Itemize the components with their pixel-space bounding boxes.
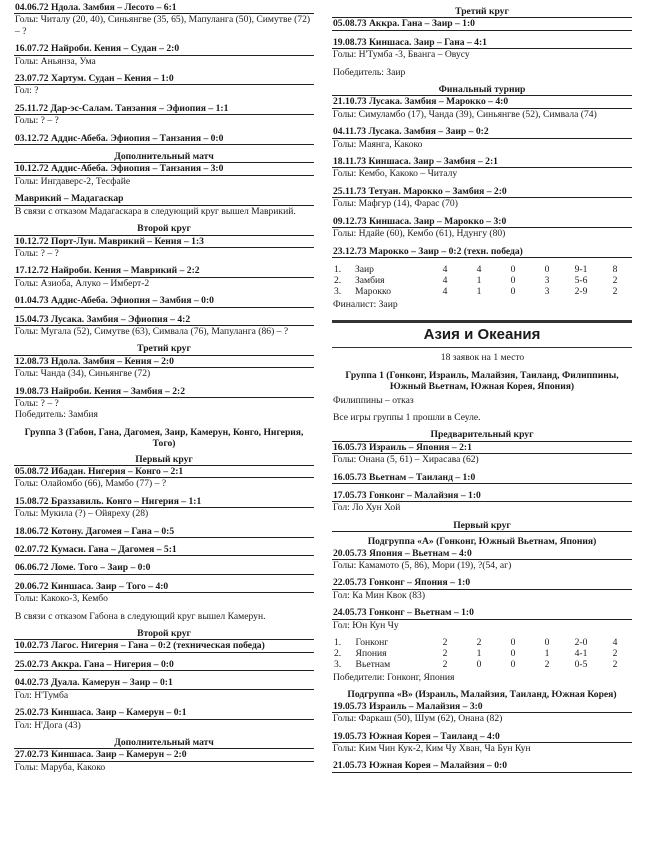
standings-cell: 0 [510, 285, 516, 297]
match-header: 25.02.73 Аккра. Гана – Нигерия – 0:0 [14, 659, 314, 671]
standings-cell: Гонконг [355, 637, 389, 649]
goals-line: Голы: Мугала (52), Симутве (63), Симвала (76), Мапуланга (86) – ? [15, 325, 289, 337]
left-column [14, 2, 314, 779]
match-block [14, 466, 314, 490]
goals-line: Гол: ? [15, 85, 39, 97]
match-block [14, 386, 314, 421]
match-block [14, 295, 314, 307]
match-block [332, 216, 632, 240]
match-header: 21.10.73 Лусака. Замбия – Марокко – 4:0 [332, 96, 632, 108]
standings-cell: 4 [476, 263, 482, 275]
match-block [14, 73, 314, 97]
match-header: Маврикий – Мадагаскар [14, 193, 314, 205]
standings-cell: Вьетнам [355, 659, 391, 671]
standings-cell: 2 [476, 637, 482, 649]
note-text: Финалист: Заир [333, 298, 398, 310]
match-block [14, 2, 314, 37]
standings-cell: 2 [612, 285, 618, 297]
standings-row [332, 264, 632, 275]
standings-cell: 2. [334, 274, 342, 286]
standings-table [332, 637, 632, 670]
standings-cell: 2. [334, 648, 342, 660]
standings-cell: 5-6 [574, 274, 588, 286]
round-heading: Предварительный круг [332, 429, 632, 441]
goals-line: Голы: Олайомбо (66), Мамбо (77) – ? [15, 478, 167, 490]
goals-line: Голы: Мафгур (14), Фарас (70) [333, 198, 458, 210]
standings-cell: 1. [334, 637, 342, 649]
goals-line: Голы: Маянга, Какоко [333, 138, 423, 150]
goals-line: Голы: Онана (5, 61) – Хирасава (62) [333, 454, 479, 466]
match-block [332, 126, 632, 150]
round-heading: Финальный турнир [332, 84, 632, 96]
goals-line: В связи с отказом Мадагаскара в следующий круг вышел Маврикий. [15, 205, 296, 217]
round-heading: Первый круг [332, 520, 632, 532]
standings-cell: 0 [510, 274, 516, 286]
standings-cell: 4 [442, 285, 448, 297]
goals-line: Голы: Чанда (34), Синьянгве (72) [15, 368, 151, 380]
standings-cell: 2 [612, 659, 618, 671]
standings-cell: 4-1 [574, 648, 588, 660]
match-block [14, 640, 314, 652]
match-block [332, 246, 632, 258]
match-header: 17.05.73 Гонконг – Малайзия – 1:0 [332, 490, 632, 502]
goals-line: Гол: Юн Кун Чу [333, 619, 399, 631]
goals-line: Голы: Н'Тумба -3, Бванга – Овусу [333, 49, 470, 61]
standings-cell: Марокко [354, 285, 391, 297]
match-header: 19.05.73 Южная Корея – Таиланд – 4:0 [332, 731, 632, 743]
match-header: 02.07.72 Кумаси. Гана – Дагомея – 5:1 [14, 544, 314, 556]
match-block [14, 356, 314, 380]
match-header: 04.02.73 Дуала. Камерун – Заир – 0:1 [14, 677, 314, 689]
standings-cell: 9-1 [574, 263, 588, 275]
standings-cell: 0 [510, 659, 516, 671]
match-block [332, 442, 632, 466]
standings-cell: 1. [334, 263, 342, 275]
goals-line: Голы: Мукила (?) – Ойяреху (28) [15, 508, 149, 520]
match-block [332, 490, 632, 514]
match-header: 17.12.72 Найроби. Кения – Маврикий – 2:2 [14, 265, 314, 277]
standings-row [332, 286, 632, 297]
match-header: 25.02.73 Киншаса. Заир – Камерун – 0:1 [14, 707, 314, 719]
match-block [14, 163, 314, 187]
match-block [332, 156, 632, 180]
match-header: 16.07.72 Найроби. Кения – Судан – 2:0 [14, 43, 314, 55]
match-block [332, 607, 632, 631]
match-header: 12.08.73 Ндола. Замбия – Кения – 2:0 [14, 356, 314, 368]
standings-cell: 0 [544, 637, 550, 649]
goals-line: Голы: Симуламбо (17), Чанда (39), Синьянгве (52), Симвала (74) [333, 108, 597, 120]
note-text: Победители: Гонконг, Япония [333, 672, 455, 684]
match-block [14, 496, 314, 520]
match-block [332, 37, 632, 61]
entries-note: 18 заявок на 1 место [440, 352, 525, 364]
match-header: 27.02.73 Киншаса. Заир – Камерун – 2:0 [14, 749, 314, 761]
note-text: Все игры группы 1 прошли в Сеуле. [333, 411, 481, 423]
match-header: 06.06.72 Ломе. Того – Заир – 0:0 [14, 562, 314, 574]
round-heading: Третий круг [332, 6, 632, 18]
goals-line: Голы: Азиоба, Алуко – Имберт-2 [15, 277, 150, 289]
match-header: 16.05.73 Вьетнам – Таиланд – 1:0 [332, 472, 632, 484]
match-block [14, 236, 314, 260]
group-heading: Подгруппа «А» (Гонконг, Южный Вьетнам, Япония) [367, 536, 597, 548]
match-header: 19.08.73 Киншаса. Заир – Гана – 4:1 [332, 37, 632, 49]
round-heading: Первый круг [14, 454, 314, 466]
match-block [14, 544, 314, 556]
standings-cell: Япония [355, 648, 387, 660]
match-header: 04.11.73 Лусака. Замбия – Заир – 0:2 [332, 126, 632, 138]
match-header: 20.06.72 Киншаса. Заир – Того – 4:0 [14, 581, 314, 593]
standings-cell: 1 [476, 285, 482, 297]
standings-cell: 4 [612, 637, 618, 649]
goals-line: Голы: Ким Чин Кук-2, Ким Чу Хван, Ча Бун Кун [333, 743, 531, 755]
standings-cell: 0 [476, 659, 482, 671]
match-header: 23.12.73 Марокко – Заир – 0:2 (техн. победа) [332, 246, 632, 258]
match-block [14, 707, 314, 731]
standings-row [332, 637, 632, 648]
goals-line: Голы: Ндайе (60), Кембо (61), Ндунгу (80) [333, 228, 506, 240]
round-heading: Дополнительный матч [14, 151, 314, 163]
round-heading: Третий круг [14, 343, 314, 355]
standings-cell: 0-5 [574, 659, 588, 671]
goals-line: Гол: Н'Дога (43) [15, 719, 81, 731]
standings-cell: 2 [442, 659, 448, 671]
note-text: В связи с отказом Габона в следующий круг вышел Камерун. [15, 610, 266, 622]
match-block [332, 186, 632, 210]
match-block [14, 103, 314, 127]
goals-line: Голы: Какоко-3, Кембо [15, 593, 108, 605]
standings-cell: 2 [544, 659, 550, 671]
match-block [332, 760, 632, 772]
group-heading: Группа 1 (Гонконг, Израиль, Малайзия, Таиланд, Филиппины, Южный Вьетнам, Южная Корея, Япония) [345, 369, 619, 393]
match-header: 19.08.73 Найроби. Кения – Замбия – 2:2 [14, 386, 314, 398]
goals-line: Гол: Ка Мин Квок (83) [333, 589, 426, 601]
match-block [332, 472, 632, 484]
standings-cell: 0 [510, 263, 516, 275]
match-block [14, 193, 314, 217]
standings-cell: 1 [476, 648, 482, 660]
match-header: 03.12.72 Аддис-Абеба. Эфиопия – Танзания – 0:0 [14, 133, 314, 145]
standings-row [332, 275, 632, 286]
standings-cell: 8 [612, 263, 618, 275]
goals-line: Голы: Ингдаверс-2, Тесфайе [15, 175, 131, 187]
match-header: 10.02.73 Лагос. Нигерия – Гана – 0:2 (техническая победа) [14, 640, 314, 652]
standings-cell: 3. [334, 285, 342, 297]
round-heading: Второй круг [14, 628, 314, 640]
goals-line: Голы: Читалу (20, 40), Синьянгве (35, 65), Мапуланга (50), Симутве (72) – ? [15, 14, 311, 37]
match-header: 04.06.72 Ндола. Замбия – Лесото – 6:1 [14, 2, 314, 14]
match-header: 18.06.72 Котону. Дагомея – Гана – 0:5 [14, 526, 314, 538]
group-heading: Группа 3 (Габон, Гана, Дагомея, Заир, Камерун, Конго, Нигерия, Того) [24, 426, 304, 450]
match-block [332, 701, 632, 725]
goals-line: Голы: Кембо, Какоко – Читалу [333, 168, 458, 180]
goals-line: Голы: ? – ? [15, 397, 59, 409]
standings-cell: 1 [544, 648, 550, 660]
match-block [14, 677, 314, 701]
goals-line: Голы: Камамото (5, 86), Мори (19), ?(54, аг) [333, 560, 512, 571]
group-heading: Подгруппа «В» (Израиль, Малайзия, Таиланд, Южная Корея) [347, 689, 617, 701]
round-heading: Второй круг [14, 223, 314, 235]
standings-cell: 4 [442, 263, 448, 275]
match-header: 25.11.73 Тетуан. Марокко – Замбия – 2:0 [332, 186, 632, 198]
goals-line: Голы: ? – ? [15, 115, 59, 127]
goals-line: Победитель: Замбия [15, 409, 98, 421]
match-header: 15.04.73 Лусака. Замбия – Эфиопия – 4:2 [14, 314, 314, 326]
standings-cell: Заир [354, 263, 374, 275]
right-column [332, 2, 632, 779]
match-block [14, 314, 314, 338]
standings-cell: 0 [544, 263, 550, 275]
standings-table [332, 264, 632, 297]
match-header: 01.04.73 Аддис-Абеба. Эфиопия – Замбия – 0:0 [14, 295, 314, 307]
standings-cell: 2-0 [574, 637, 588, 649]
goals-line: Гол: Ло Хун Хой [333, 502, 401, 514]
standings-cell: Замбия [354, 274, 385, 286]
match-header: 16.05.73 Израиль – Япония – 2:1 [332, 442, 632, 454]
standings-cell: 2 [612, 274, 618, 286]
match-header: 25.11.72 Дар-эс-Салам. Танзания – Эфиопия – 1:1 [14, 103, 314, 115]
match-header: 15.08.72 Браззавиль. Конго – Нигерия – 1:1 [14, 496, 314, 508]
match-block [332, 548, 632, 572]
match-block [332, 96, 632, 120]
standings-cell: 3 [544, 274, 550, 286]
match-block [332, 731, 632, 755]
goals-line: Голы: ? – ? [15, 247, 59, 259]
note-text: Победитель: Заир [333, 66, 406, 78]
note-text: Филиппины – отказ [333, 394, 414, 406]
match-header: 22.05.73 Гонконг – Япония – 1:0 [332, 577, 632, 589]
goals-line: Гол: Н'Тумба [15, 689, 69, 701]
goals-line: Голы: Маруба, Какоко [15, 761, 106, 773]
standings-cell: 1 [476, 274, 482, 286]
standings-cell: 3 [544, 285, 550, 297]
round-heading: Дополнительный матч [14, 737, 314, 749]
standings-cell: 2 [442, 648, 448, 660]
standings-cell: 4 [442, 274, 448, 286]
match-header: 21.05.73 Южная Корея – Малайзия – 0:0 [332, 760, 632, 772]
standings-cell: 0 [510, 648, 516, 660]
match-block [14, 749, 314, 773]
match-header: 10.12.72 Аддис-Абеба. Эфиопия – Танзания – 3:0 [14, 163, 314, 175]
match-header: 19.05.73 Израиль – Малайзия – 3:0 [332, 701, 632, 713]
match-block [14, 265, 314, 289]
match-block [332, 577, 632, 601]
standings-cell: 2 [442, 637, 448, 649]
match-header: 24.05.73 Гонконг – Вьетнам – 1:0 [332, 607, 632, 619]
match-header: 23.07.72 Хартум. Судан – Кения – 1:0 [14, 73, 314, 85]
match-block [14, 526, 314, 538]
match-block [14, 43, 314, 67]
match-header: 09.12.73 Киншаса. Заир – Марокко – 3:0 [332, 216, 632, 228]
standings-cell: 3. [334, 659, 342, 671]
standings-cell: 2-9 [574, 285, 588, 297]
match-header: 05.08.72 Ибадан. Нигерия – Конго – 2:1 [14, 466, 314, 478]
match-header: 20.05.73 Япония – Вьетнам – 4:0 [332, 548, 632, 560]
match-block [14, 562, 314, 574]
match-block [14, 133, 314, 145]
standings-cell: 0 [510, 637, 516, 649]
match-block [14, 659, 314, 671]
section-banner: Азия и Океания [332, 320, 632, 348]
goals-line: Голы: Фаркаш (50), Шум (62), Онана (82) [333, 713, 503, 725]
goals-line: Голы: Аньянза, Ума [15, 55, 96, 67]
standings-row [332, 659, 632, 670]
match-header: 18.11.73 Киншаса. Заир – Замбия – 2:1 [332, 156, 632, 168]
standings-row [332, 648, 632, 659]
match-block [332, 18, 632, 30]
match-header: 05.08.73 Аккра. Гана – Заир – 1:0 [332, 18, 632, 30]
match-header: 10.12.72 Порт-Луи. Маврикий – Кения – 1:3 [14, 236, 314, 248]
standings-cell: 2 [612, 648, 618, 660]
match-block [14, 581, 314, 605]
